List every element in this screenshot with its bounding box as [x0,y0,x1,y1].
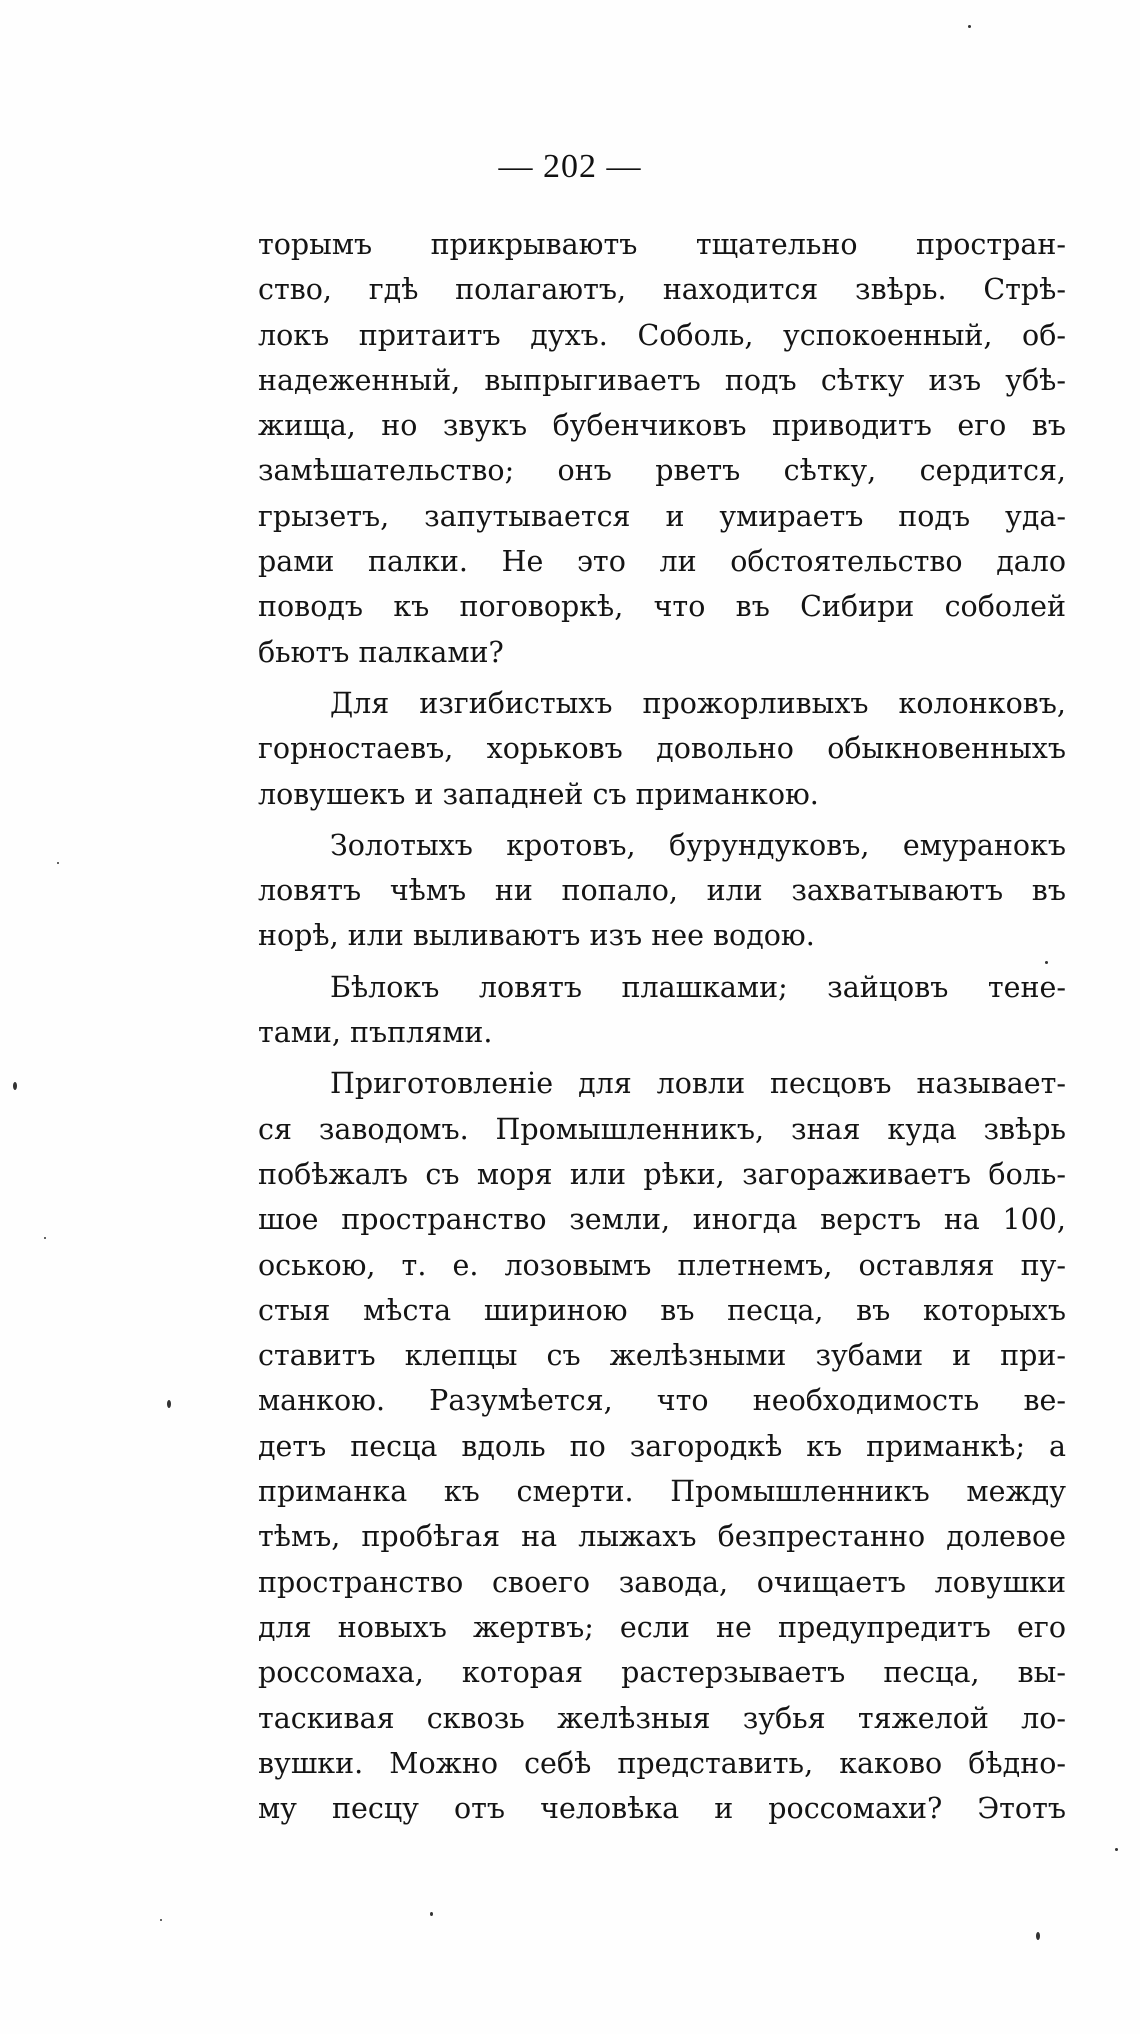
text-line: тѣмъ, пробѣгая на лыжахъ безпрестанно долевое [258,1520,1066,1554]
text-line: норѣ, или выливаютъ изъ нее водою. [258,919,815,953]
text-line: стыя мѣста шириною въ песца, въ которыхъ [258,1293,1066,1327]
text-line: Бѣлокъ ловятъ плашками; зайцовъ тене- [330,970,1066,1004]
scan-speck [13,1082,17,1090]
scan-speck [1115,1848,1118,1851]
text-line: приманка къ смерти. Промышленникъ между [258,1475,1066,1509]
text-line: жища, но звукъ бубенчиковъ приводитъ его въ [258,409,1066,443]
text-line: манкою. Разумѣется, что необходимость ве- [258,1384,1066,1418]
text-line: тами, пъплями. [258,1016,493,1050]
text-line: надеженный, выпрыгиваетъ подъ сѣтку изъ убѣ- [258,363,1066,397]
text-line: шое пространство земли, иногда верстъ на 100, [258,1203,1066,1237]
scan-speck [1036,1932,1040,1940]
text-line: детъ песца вдоль по загородкѣ къ приманкѣ; а [258,1429,1066,1463]
text-line: локъ притаитъ духъ. Соболь, успокоенный, об- [258,318,1066,352]
text-line: вушки. Можно себѣ представить, каково бѣдно- [258,1746,1066,1780]
text-line: рами палки. Не это ли обстоятельство дало [258,545,1066,579]
scan-speck [44,1237,46,1239]
text-line: россомаха, которая растерзываетъ песца, вы- [258,1656,1066,1690]
text-line: для новыхъ жертвъ; если не предупредитъ его [258,1610,1066,1644]
text-line: горностаевъ, хорьковъ довольно обыкновенныхъ [258,732,1066,766]
page-body-text [258,222,1066,1831]
text-line: побѣжалъ съ моря или рѣки, загораживаетъ боль- [258,1157,1066,1191]
text-line: ся заводомъ. Промышленникъ, зная куда звѣрь [258,1112,1066,1146]
text-line: торымъ прикрываютъ тщательно простран- [258,228,1066,261]
scan-speck [968,25,971,28]
text-line: Приготовленіе для ловли песцовъ называет- [330,1067,1066,1101]
text-line: му песцу отъ человѣка и россомахи? Этотъ [258,1792,1066,1826]
text-line: грызетъ, запутывается и умираетъ подъ уда- [258,499,1066,533]
text-line: оською, т. е. лозовымъ плетнемъ, оставляя пу- [258,1248,1066,1282]
scan-speck [167,1400,171,1408]
text-line: ставитъ клепцы съ желѣзными зубами и при- [258,1339,1066,1373]
text-line: Для изгибистыхъ прожорливыхъ колонковъ, [330,686,1066,720]
scan-speck [1045,961,1048,964]
text-line: пространство своего завода, очищаетъ ловушки [258,1565,1066,1599]
text-line: ловушекъ и западней съ приманкою. [258,777,819,811]
page-number: — 202 — [498,148,642,185]
scan-speck [430,1912,433,1916]
text-line: Золотыхъ кротовъ, бурундуковъ, емуранокъ [330,828,1066,862]
text-line: поводъ къ поговоркѣ, что въ Сибири соболей [258,590,1066,624]
text-line: бьютъ палками? [258,635,504,669]
text-line: таскивая сквозь желѣзныя зубья тяжелой ло- [258,1701,1066,1735]
text-line: ловятъ чѣмъ ни попало, или захватываютъ въ [258,874,1066,908]
text-line: замѣшательство; онъ рветъ сѣтку, сердится, [258,454,1066,488]
text-line: ство, гдѣ полагаютъ, находится звѣрь. Стрѣ- [258,273,1066,307]
scan-speck [160,1919,162,1921]
scan-speck [57,862,59,864]
